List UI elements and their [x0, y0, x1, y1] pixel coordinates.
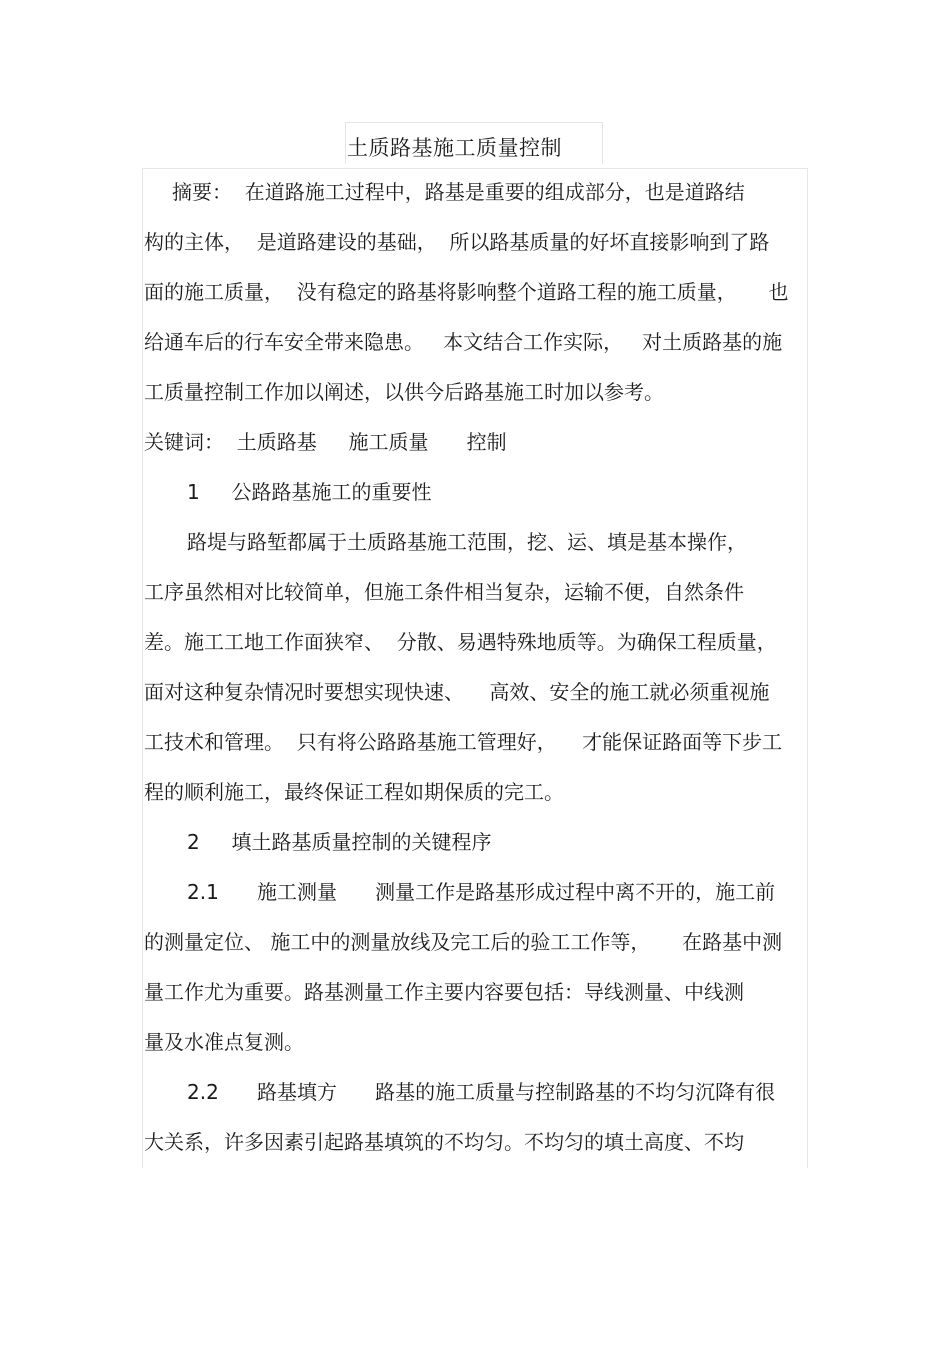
section-1-line-3: 差。施工工地工作面狭窄、 分散、易遇特殊地质等。为确保工程质量，: [144, 630, 777, 654]
section-2-1-line-4: 量及水准点复测。: [144, 1030, 304, 1054]
section-1-line-1: 路堤与路堑都属于土质路基施工范围，挖、运、填是基本操作，: [187, 530, 747, 554]
section-2-1-line-1: 2.1 施工测量 测量工作是路基形成过程中离不开的，施工前: [187, 880, 776, 904]
section-1-line-5: 工技术和管理。 只有将公路路基施工管理好， 才能保证路面等下步工: [144, 730, 783, 754]
section-1-line-2: 工序虽然相对比较简单，但施工条件相当复杂，运输不便，自然条件: [144, 580, 744, 604]
section-2-2-line-2: 大关系，许多因素引起路基填筑的不均匀。不均匀的填土高度、不均: [144, 1130, 744, 1154]
abstract-line-2: 构的主体， 是道路建设的基础， 所以路基质量的好坏直接影响到了路: [144, 230, 770, 254]
keywords-line: 关键词： 土质路基 施工质量 控制: [144, 430, 507, 454]
abstract-line-1: 摘要： 在道路施工过程中，路基是重要的组成部分，也是道路结: [172, 180, 745, 204]
section-1-line-6: 程的顺利施工，最终保证工程如期保质的完工。: [144, 780, 564, 804]
section-1-line-4: 面对这种复杂情况时要想实现快速、 高效、安全的施工就必须重视施: [144, 680, 770, 704]
section-2-2-line-1: 2.2 路基填方 路基的施工质量与控制路基的不均匀沉降有很: [187, 1080, 776, 1104]
abstract-line-4: 给通车后的行车安全带来隐患。 本文结合工作实际， 对土质路基的施: [144, 330, 783, 354]
section-2-1-line-2: 的测量定位、 施工中的测量放线及完工后的验工工作等， 在路基中测: [144, 930, 783, 954]
abstract-line-5: 工质量控制工作加以阐述，以供今后路基施工时加以参考。: [144, 380, 664, 404]
section-1-heading: 1 公路路基施工的重要性: [187, 480, 432, 504]
section-2-1-line-3: 量工作尤为重要。路基测量工作主要内容要包括：导线测量、中线测: [144, 980, 744, 1004]
section-2-heading: 2 填土路基质量控制的关键程序: [187, 830, 492, 854]
document-title: 土质路基施工质量控制: [347, 136, 562, 160]
abstract-line-3: 面的施工质量， 没有稳定的路基将影响整个道路工程的施工质量， 也: [144, 280, 789, 304]
text-frame: [142, 168, 808, 1168]
